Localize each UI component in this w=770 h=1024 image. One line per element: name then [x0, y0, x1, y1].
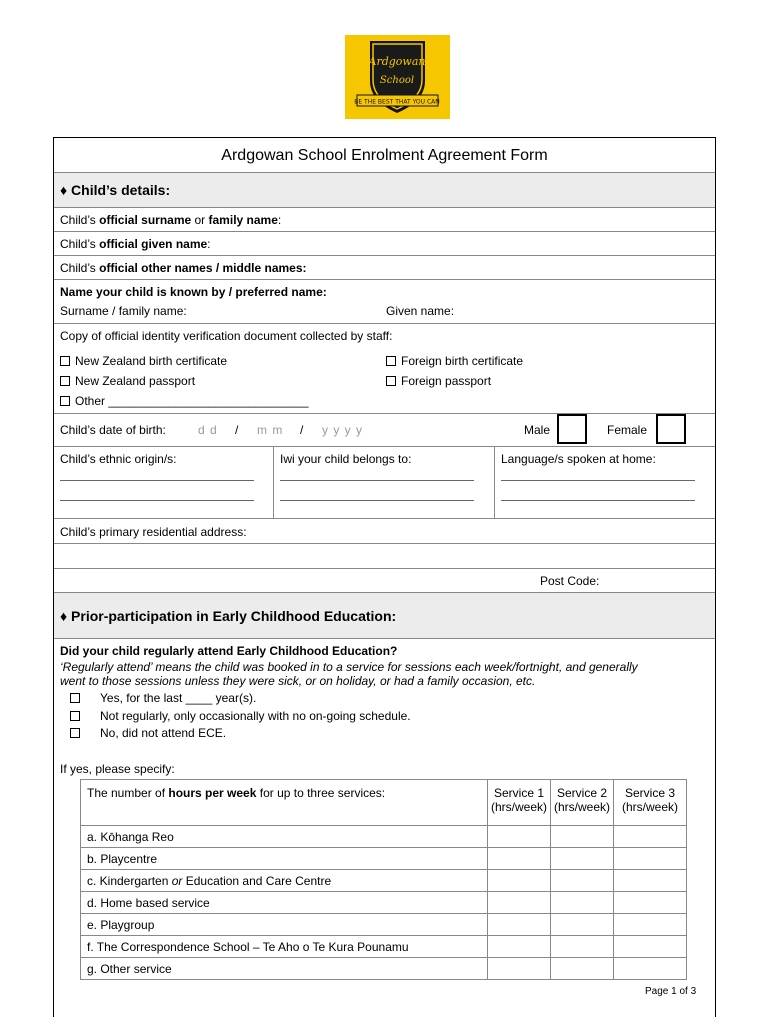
doc-nz-birth-cert[interactable]: New Zealand birth certificate [60, 354, 227, 368]
hours-cell[interactable] [488, 848, 551, 870]
doc-other[interactable]: Other ______________________________ [60, 394, 309, 408]
doc-foreign-birth-cert[interactable]: Foreign birth certificate [386, 354, 523, 368]
table-row [81, 914, 687, 936]
hours-cell[interactable] [551, 826, 614, 848]
address-label: Child’s primary residential address: [60, 525, 247, 539]
hours-cell[interactable] [614, 848, 687, 870]
checkbox-icon [386, 356, 396, 366]
ece-hours-table [80, 779, 687, 980]
iwi-line-1[interactable] [280, 480, 474, 481]
hours-cell[interactable] [488, 892, 551, 914]
child-details-header [54, 172, 715, 207]
form-title-row [54, 138, 715, 172]
svg-text:Ardgowan: Ardgowan [368, 55, 426, 68]
checkbox-icon [60, 376, 70, 386]
hours-cell[interactable] [614, 936, 687, 958]
given-name-label: Child’s official given name: [60, 237, 211, 251]
hours-cell[interactable] [614, 870, 687, 892]
id-document-row [54, 323, 715, 413]
row-label: d. Home based service [81, 892, 488, 914]
enrolment-form [53, 137, 716, 1017]
hours-cell[interactable] [488, 936, 551, 958]
row-label: e. Playgroup [81, 914, 488, 936]
page-number: Page 1 of 3 [645, 986, 697, 997]
service-2-header: Service 2 (hrs/week) [551, 780, 614, 826]
hours-cell[interactable] [551, 914, 614, 936]
iwi-line-2[interactable] [280, 500, 474, 501]
school-logo [345, 35, 450, 119]
ethnicity-row [54, 446, 715, 518]
doc-foreign-passport[interactable]: Foreign passport [386, 374, 491, 388]
table-row [81, 848, 687, 870]
checkbox-icon [60, 356, 70, 366]
row-label: c. Kindergarten or Education and Care Centre [81, 870, 488, 892]
ethnic-origin-label: Child’s ethnic origin/s: [60, 452, 177, 466]
hours-cell[interactable] [614, 958, 687, 980]
ece-question: Did your child regularly attend Early Childhood Education? [60, 644, 398, 658]
preferred-name-row[interactable] [54, 279, 715, 323]
ece-header [54, 592, 715, 638]
address-line-row[interactable] [54, 543, 715, 568]
id-document-label: Copy of official identity verification document collected by staff: [60, 329, 393, 343]
other-names-label: Child’s official other names / middle names: [60, 261, 307, 275]
table-head-description: The number of hours per week for up to three services: [81, 780, 488, 826]
hours-cell[interactable] [614, 826, 687, 848]
hours-cell[interactable] [488, 958, 551, 980]
male-checkbox[interactable] [557, 414, 587, 444]
ece-option-yes[interactable]: Yes, for the last ____ year(s). [70, 691, 256, 705]
ece-definition-2: went to those sessions unless they were sick, or on holiday, or had a family occasion, etc. [60, 674, 536, 688]
ethnic-line-2[interactable] [60, 500, 254, 501]
dob-slash-1: / [235, 423, 239, 437]
preferred-given-label: Given name: [386, 304, 455, 318]
hours-cell[interactable] [488, 826, 551, 848]
row-label: f. The Correspondence School – Te Aho o Te Kura Pounamu [81, 936, 488, 958]
table-row [81, 892, 687, 914]
dob-label: Child’s date of birth: [60, 423, 166, 437]
service-1-header: Service 1 (hrs/week) [488, 780, 551, 826]
other-names-row[interactable] [54, 255, 715, 279]
hours-cell[interactable] [614, 892, 687, 914]
column-divider [494, 447, 495, 518]
hours-cell[interactable] [551, 870, 614, 892]
surname-row[interactable] [54, 207, 715, 231]
surname-label: Child’s official surname or family name: [60, 213, 282, 227]
hours-cell[interactable] [551, 848, 614, 870]
ece-definition-1: ‘Regularly attend’ means the child was booked in to a service for sessions each week/fortnight, and generally [60, 660, 638, 674]
hours-cell[interactable] [488, 870, 551, 892]
hours-cell[interactable] [614, 914, 687, 936]
hours-cell[interactable] [551, 936, 614, 958]
ece-body [54, 638, 715, 1018]
column-divider [273, 447, 274, 518]
preferred-name-label: Name your child is known by / preferred name: [60, 285, 327, 299]
dob-slash-2: / [300, 423, 304, 437]
dob-dd-placeholder[interactable]: d d [198, 423, 218, 437]
preferred-surname-label: Surname / family name: [60, 304, 187, 318]
female-checkbox[interactable] [656, 414, 686, 444]
dob-gender-row [54, 413, 715, 446]
table-header-row [81, 780, 687, 826]
hours-cell[interactable] [488, 914, 551, 936]
school-crest-icon [345, 35, 450, 119]
table-row [81, 870, 687, 892]
service-3-header: Service 3 (hrs/week) [614, 780, 687, 826]
row-label: g. Other service [81, 958, 488, 980]
checkbox-icon [70, 711, 80, 721]
doc-nz-passport[interactable]: New Zealand passport [60, 374, 195, 388]
ece-heading: ♦ Prior-participation in Early Childhood Education: [60, 608, 397, 624]
row-label: b. Playcentre [81, 848, 488, 870]
checkbox-icon [70, 693, 80, 703]
ethnic-line-1[interactable] [60, 480, 254, 481]
ece-option-no[interactable]: No, did not attend ECE. [70, 726, 226, 740]
form-title: Ardgowan School Enrolment Agreement Form [221, 147, 548, 164]
checkbox-icon [60, 396, 70, 406]
female-label: Female [607, 423, 648, 437]
language-line-2[interactable] [501, 500, 695, 501]
iwi-label: Iwi your child belongs to: [280, 452, 412, 466]
svg-text:School: School [379, 75, 415, 86]
checkbox-icon [386, 376, 396, 386]
hours-cell[interactable] [551, 892, 614, 914]
svg-text:BE THE BEST THAT YOU CAN: BE THE BEST THAT YOU CAN [354, 98, 440, 106]
male-label: Male [524, 423, 551, 437]
ece-option-not-regular[interactable]: Not regularly, only occasionally with no on-going schedule. [70, 709, 411, 723]
table-row [81, 958, 687, 980]
hours-cell[interactable] [551, 958, 614, 980]
if-yes-label: If yes, please specify: [60, 762, 175, 776]
address-row[interactable] [54, 518, 715, 543]
language-line-1[interactable] [501, 480, 695, 481]
post-code-label: Post Code: [540, 574, 600, 588]
given-name-row[interactable] [54, 231, 715, 255]
language-label: Language/s spoken at home: [501, 452, 656, 466]
dob-yyyy-placeholder[interactable]: y y y y [322, 423, 364, 437]
child-details-heading: ♦ Child’s details: [60, 182, 171, 198]
row-label: a. Kōhanga Reo [81, 826, 488, 848]
dob-mm-placeholder[interactable]: m m [257, 423, 284, 437]
checkbox-icon [70, 728, 80, 738]
post-code-row[interactable] [54, 568, 715, 592]
table-row [81, 936, 687, 958]
table-row [81, 826, 687, 848]
